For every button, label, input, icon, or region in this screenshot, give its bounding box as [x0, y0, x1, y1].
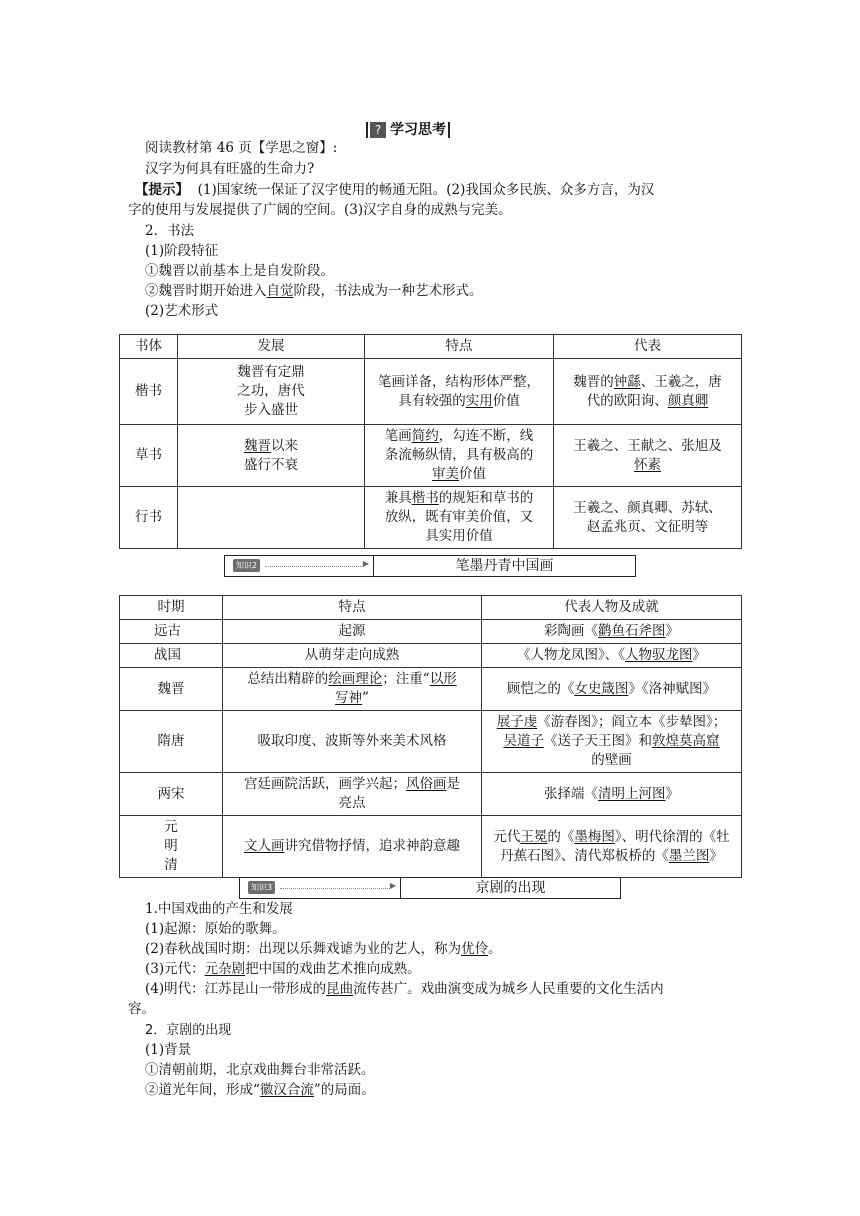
- script-name: 草书: [120, 425, 178, 487]
- period-cell: 隋唐: [120, 711, 223, 773]
- period-cell: 远古: [120, 620, 223, 644]
- table-header: 特点: [223, 596, 482, 620]
- opera-heading2: 2．京剧的出现: [145, 1023, 232, 1038]
- feature-cell: 宫廷画院活跃，画学兴起；风俗画是 亮点: [223, 773, 482, 816]
- table-row: [120, 359, 742, 425]
- opera-line: (1)起源：原始的歌舞。: [145, 921, 286, 937]
- painting-table: [119, 595, 742, 878]
- period-cell: 魏晋: [120, 668, 223, 711]
- table-row: [120, 620, 742, 644]
- opera-line: (4)明代：江苏昆山一带形成的昆曲流传甚广。戏曲演变成为城乡人民重要的文化生活内: [145, 981, 664, 997]
- table-header: 时期: [120, 596, 223, 620]
- representative-cell: 《人物龙凤图》、《人物驭龙图》: [482, 644, 742, 668]
- period-cell: 两宋: [120, 773, 223, 816]
- representative-cell: 元代王冕的《墨梅图》、明代徐渭的《牡 丹蕉石图》、清代郑板桥的《墨兰图》: [482, 816, 742, 878]
- representative-cell: 王羲之、颜真卿、苏轼、 赵孟兆页、文征明等: [554, 487, 742, 549]
- representative-cell: 展子虔《游春图》；阎立本《步辇图》； 吴道子《送子天王图》和敦煌莫高窟 的壁画: [482, 711, 742, 773]
- intro-line1: 阅读教材第 46 页【学思之窗】:: [145, 140, 338, 156]
- opera-line: (2)春秋战国时期：出现以乐舞戏谑为业的艺人，称为优伶。: [145, 941, 502, 957]
- script-name: 行书: [120, 487, 178, 549]
- table-header: 书体: [120, 335, 178, 359]
- banner-tag: 知识2 ▶: [225, 556, 374, 576]
- opera-line: ②道光年间，形成“徽汉合流”的局面。: [145, 1082, 375, 1098]
- feature-cell: 笔画简约，勾连不断，线 条流畅纵情，具有极高的 审美价值: [365, 425, 554, 487]
- representative-cell: 顾恺之的《女史箴图》《洛神赋图》: [482, 668, 742, 711]
- representative-cell: 魏晋的钟繇、王羲之，唐 代的欧阳询、颜真卿: [554, 359, 742, 425]
- table-row: [120, 487, 742, 549]
- feature-cell: 从萌芽走向成熟: [223, 644, 482, 668]
- table-row: [120, 711, 742, 773]
- feature-cell: 笔画详备，结构形体严整， 具有较强的实用价值: [365, 359, 554, 425]
- opera-heading: 1.中国戏曲的产生和发展: [145, 901, 293, 917]
- calligraphy-p1: ①魏晋以前基本上是自发阶段。: [145, 263, 334, 279]
- table-header: 代表: [554, 335, 742, 359]
- representative-cell: 彩陶画《鹳鱼石斧图》: [482, 620, 742, 644]
- opera-line: ①清朝前期，北京戏曲舞台非常活跃。: [145, 1062, 375, 1078]
- table-row: [120, 816, 742, 878]
- arrow-icon: ▶: [362, 559, 369, 568]
- arrow-icon: ▶: [389, 881, 396, 890]
- calligraphy-p2: ②魏晋时期开始进入自觉阶段，书法成为一种艺术形式。: [145, 283, 483, 299]
- banner-title: 京剧的出现: [475, 880, 546, 896]
- opera-sub: (1)背景: [145, 1042, 192, 1058]
- table-row: [120, 668, 742, 711]
- table-header-row: [120, 335, 742, 359]
- table-header: 特点: [365, 335, 554, 359]
- table-row: [120, 425, 742, 487]
- hint-paragraph-cont: 字的使用与发展提供了广阔的空间。(3)汉字自身的成熟与完美。: [128, 202, 512, 218]
- calligraphy-sub1: (1)阶段特征: [145, 243, 219, 259]
- hint-label: 【提示】: [135, 182, 189, 198]
- development-cell: 魏晋有定鼎 之功，唐代 步入盛世: [178, 359, 365, 425]
- calligraphy-table: [119, 334, 742, 549]
- calligraphy-heading: 2．书法: [145, 223, 195, 239]
- calligraphy-sub2: (2)艺术形式: [145, 303, 219, 319]
- question-icon: ?: [370, 122, 386, 138]
- development-cell: 魏晋以来 盛行不衰: [178, 425, 365, 487]
- banner-tag: 知识3 ▶: [240, 878, 401, 898]
- feature-cell: 吸取印度、波斯等外来美术风格: [223, 711, 482, 773]
- hint-paragraph: 【提示】 (1)国家统一保证了汉字使用的畅通无阻。(2)我国众多民族、众多方言，为汉: [135, 182, 655, 198]
- feature-cell: 总结出精辟的绘画理论；注重“以形 写神”: [223, 668, 482, 711]
- feature-cell: 兼具楷书的规矩和草书的 放纵，既有审美价值，又 具实用价值: [365, 487, 554, 549]
- painting-banner: [224, 555, 636, 577]
- opera-banner: [239, 877, 621, 899]
- table-header: 代表人物及成就: [482, 596, 742, 620]
- banner-title: 笔墨丹青中国画: [455, 558, 554, 574]
- period-cell: 战国: [120, 644, 223, 668]
- development-cell: [178, 487, 365, 549]
- script-name: 楷书: [120, 359, 178, 425]
- header-title: 学习思考: [390, 122, 446, 138]
- header-bar-right: [448, 122, 450, 138]
- feature-cell: 文人画讲究借物抒情，追求神韵意趣: [223, 816, 482, 878]
- header-bar-left: [366, 122, 368, 138]
- period-cell: 元 明 清: [120, 816, 223, 878]
- feature-cell: 起源: [223, 620, 482, 644]
- table-row: [120, 773, 742, 816]
- representative-cell: 张择端《清明上河图》: [482, 773, 742, 816]
- opera-line: (3)元代：元杂剧把中国的戏曲艺术推向成熟。: [145, 961, 421, 977]
- representative-cell: 王羲之、王献之、张旭及 怀素: [554, 425, 742, 487]
- section-header: [364, 119, 452, 139]
- table-header-row: [120, 596, 742, 620]
- intro-question: 汉字为何具有旺盛的生命力?: [145, 161, 315, 177]
- opera-line-cont: 容。: [128, 1001, 155, 1017]
- table-header: 发展: [178, 335, 365, 359]
- table-row: [120, 644, 742, 668]
